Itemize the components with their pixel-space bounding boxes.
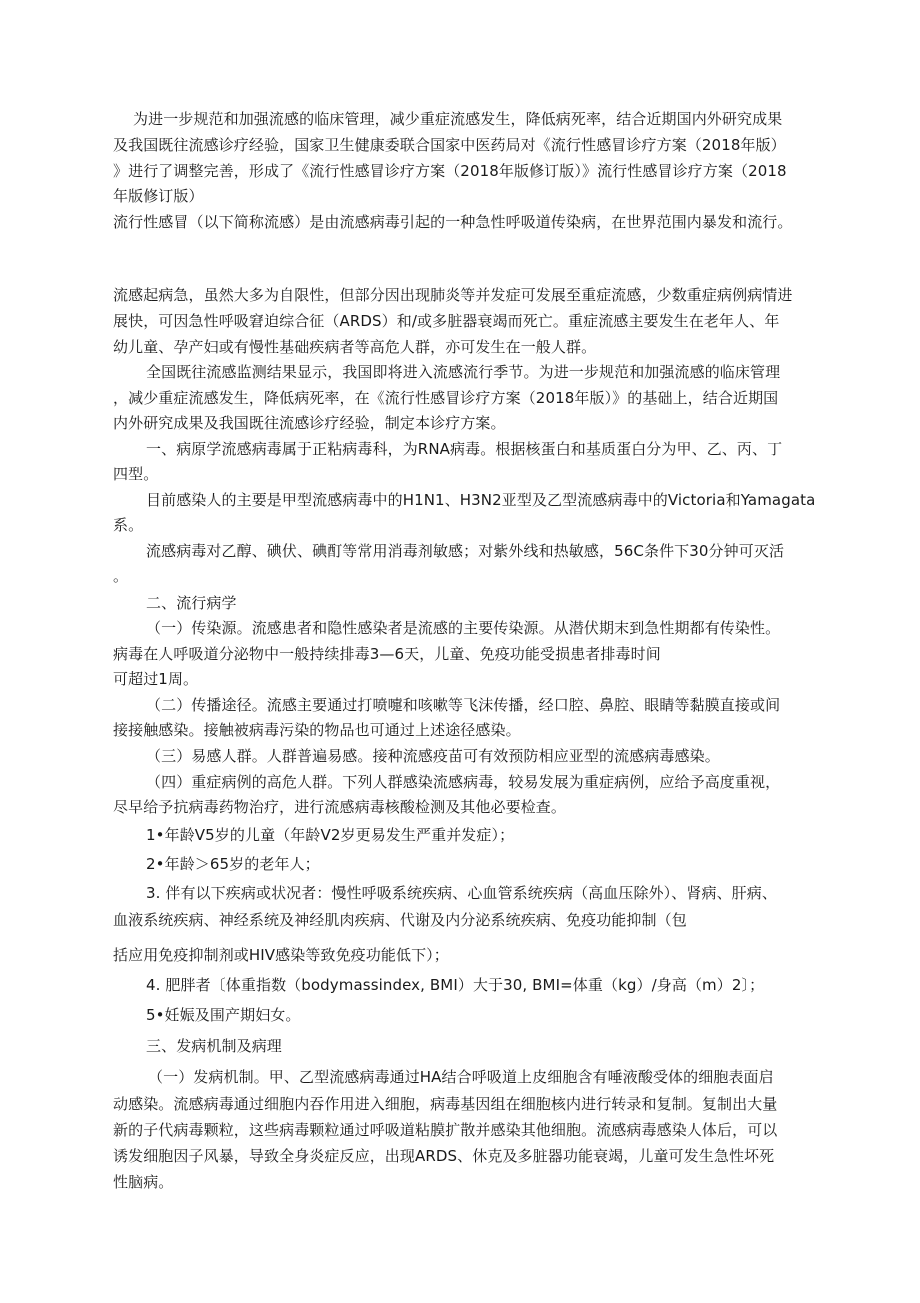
list-item: 5•妊娠及围产期妇女。 xyxy=(146,1006,301,1024)
paragraph-line: 病毒在人呼吸道分泌物中一般持续排毒3—6天，儿童、免疫功能受损患者排毒时间 xyxy=(113,645,661,663)
section-heading: 二、流行病学 xyxy=(146,594,237,612)
paragraph-line: 为进一步规范和加强流感的临床管理，减少重症流感发生，降低病死率，结合近期国内外研究成果 xyxy=(133,110,783,128)
paragraph-line: 系。 xyxy=(113,516,144,534)
paragraph-line: 新的子代病毒颗粒，这些病毒颗粒通过呼吸道粘膜扩散并感染其他细胞。流感病毒感染人体后，可以 xyxy=(113,1121,778,1139)
paragraph-line: 幼儿童、孕产妇或有慢性基础疾病者等高危人群，亦可发生在一般人群。 xyxy=(113,338,597,356)
paragraph-line: 四型。 xyxy=(113,465,159,483)
paragraph-line: 诱发细胞因子风暴，导致全身炎症反应，出现ARDS、休克及多脏器功能衰竭，儿童可发生急性坏死 xyxy=(113,1147,775,1165)
paragraph-line: 动感染。流感病毒通过细胞内吞作用进入细胞，病毒基因组在细胞核内进行转录和复制。复制出大量 xyxy=(113,1095,778,1113)
paragraph-line: 全国既往流感监测结果显示，我国即将进入流感流行季节。为进一步规范和加强流感的临床管理 xyxy=(146,363,781,381)
paragraph-line: 展快，可因急性呼吸窘迫综合征（ARDS）和/或多脏器衰竭而死亡。重症流感主要发生在老年人、年 xyxy=(113,312,780,330)
paragraph-line: （三）易感人群。人群普遍易感。接种流感疫苗可有效预防相应亚型的流感病毒感染。 xyxy=(146,747,720,765)
paragraph-line: 。 xyxy=(113,567,129,585)
paragraph-line: 可超过1周。 xyxy=(113,670,199,688)
list-item: 3. 伴有以下疾病或状况者：慢性呼吸系统疾病、心血管系统疾病（高血压除外）、肾病、肝病、 xyxy=(146,884,777,902)
paragraph-line: 流感病毒对乙醇、碘伏、碘酊等常用消毒剂敏感；对紫外线和热敏感，56C条件下30分钟可灭活 xyxy=(146,542,785,560)
section-heading: 三、发病机制及病理 xyxy=(146,1037,282,1055)
list-item: 括应用免疫抑制剂或HIV感染等致免疫功能低下）； xyxy=(113,946,449,964)
paragraph-line: （四）重症病例的高危人群。下列人群感染流感病毒，较易发展为重症病例，应给予高度重视， xyxy=(146,773,781,791)
list-item: 4. 肥胖者〔体重指数（bodymassindex, BMI）大于30, BMI=体重（kg）/身高（m）2〕； xyxy=(146,976,765,994)
paragraph-line: 目前感染人的主要是甲型流感病毒中的H1N1、H3N2亚型及乙型流感病毒中的Victoria和Yamagata xyxy=(146,491,816,509)
paragraph-line: 流感起病急，虽然大多为自限性，但部分因出现肺炎等并发症可发展至重症流感，少数重症病例病情进 xyxy=(113,286,793,304)
paragraph-line: 一、病原学流感病毒属于正粘病毒科，为RNA病毒。根据核蛋白和基质蛋白分为甲、乙、丙、丁 xyxy=(146,440,783,458)
list-item: 血液系统疾病、神经系统及神经肌肉疾病、代谢及内分泌系统疾病、免疫功能抑制（包 xyxy=(113,911,687,929)
paragraph-line: 内外研究成果及我国既往流感诊疗经验，制定本诊疗方案。 xyxy=(113,414,506,432)
paragraph-line: 及我国既往流感诊疗经验，国家卫生健康委联合国家中医药局对《流行性感冒诊疗方案（2018年版） xyxy=(113,136,786,154)
paragraph-line: 年版修订版） xyxy=(113,187,204,205)
paragraph-line: （一）发病机制。甲、乙型流感病毒通过HA结合呼吸道上皮细胞含有唾液酸受体的细胞表面启 xyxy=(148,1068,774,1086)
paragraph-line: （一）传染源。流感患者和隐性感染者是流感的主要传染源。从潜伏期末到急性期都有传染性。 xyxy=(146,619,781,637)
paragraph-line: 尽早给予抗病毒药物治疗，进行流感病毒核酸检测及其他必要检查。 xyxy=(113,798,567,816)
paragraph-line: ，减少重症流感发生，降低病死率，在《流行性感冒诊疗方案（2018年版）》的基础上，结合近期国 xyxy=(113,389,779,407)
list-item: 2•年龄＞65岁的老年人； xyxy=(146,855,320,873)
paragraph-line: （二）传播途径。流感主要通过打喷嚏和咳嗽等飞沫传播，经口腔、鼻腔、眼睛等黏膜直接或间 xyxy=(146,696,781,714)
list-item: 1•年龄V5岁的儿童（年龄V2岁更易发生严重并发症）； xyxy=(146,826,515,844)
paragraph-line: 》进行了调整完善，形成了《流行性感冒诊疗方案（2018年版修订版）》流行性感冒诊疗方案（2018 xyxy=(113,162,787,180)
paragraph-line: 流行性感冒（以下简称流感）是由流感病毒引起的一种急性呼吸道传染病，在世界范围内暴发和流行。 xyxy=(113,213,793,231)
paragraph-line: 接接触感染。接触被病毒污染的物品也可通过上述途径感染。 xyxy=(113,721,521,739)
paragraph-line: 性脑病。 xyxy=(113,1173,174,1191)
